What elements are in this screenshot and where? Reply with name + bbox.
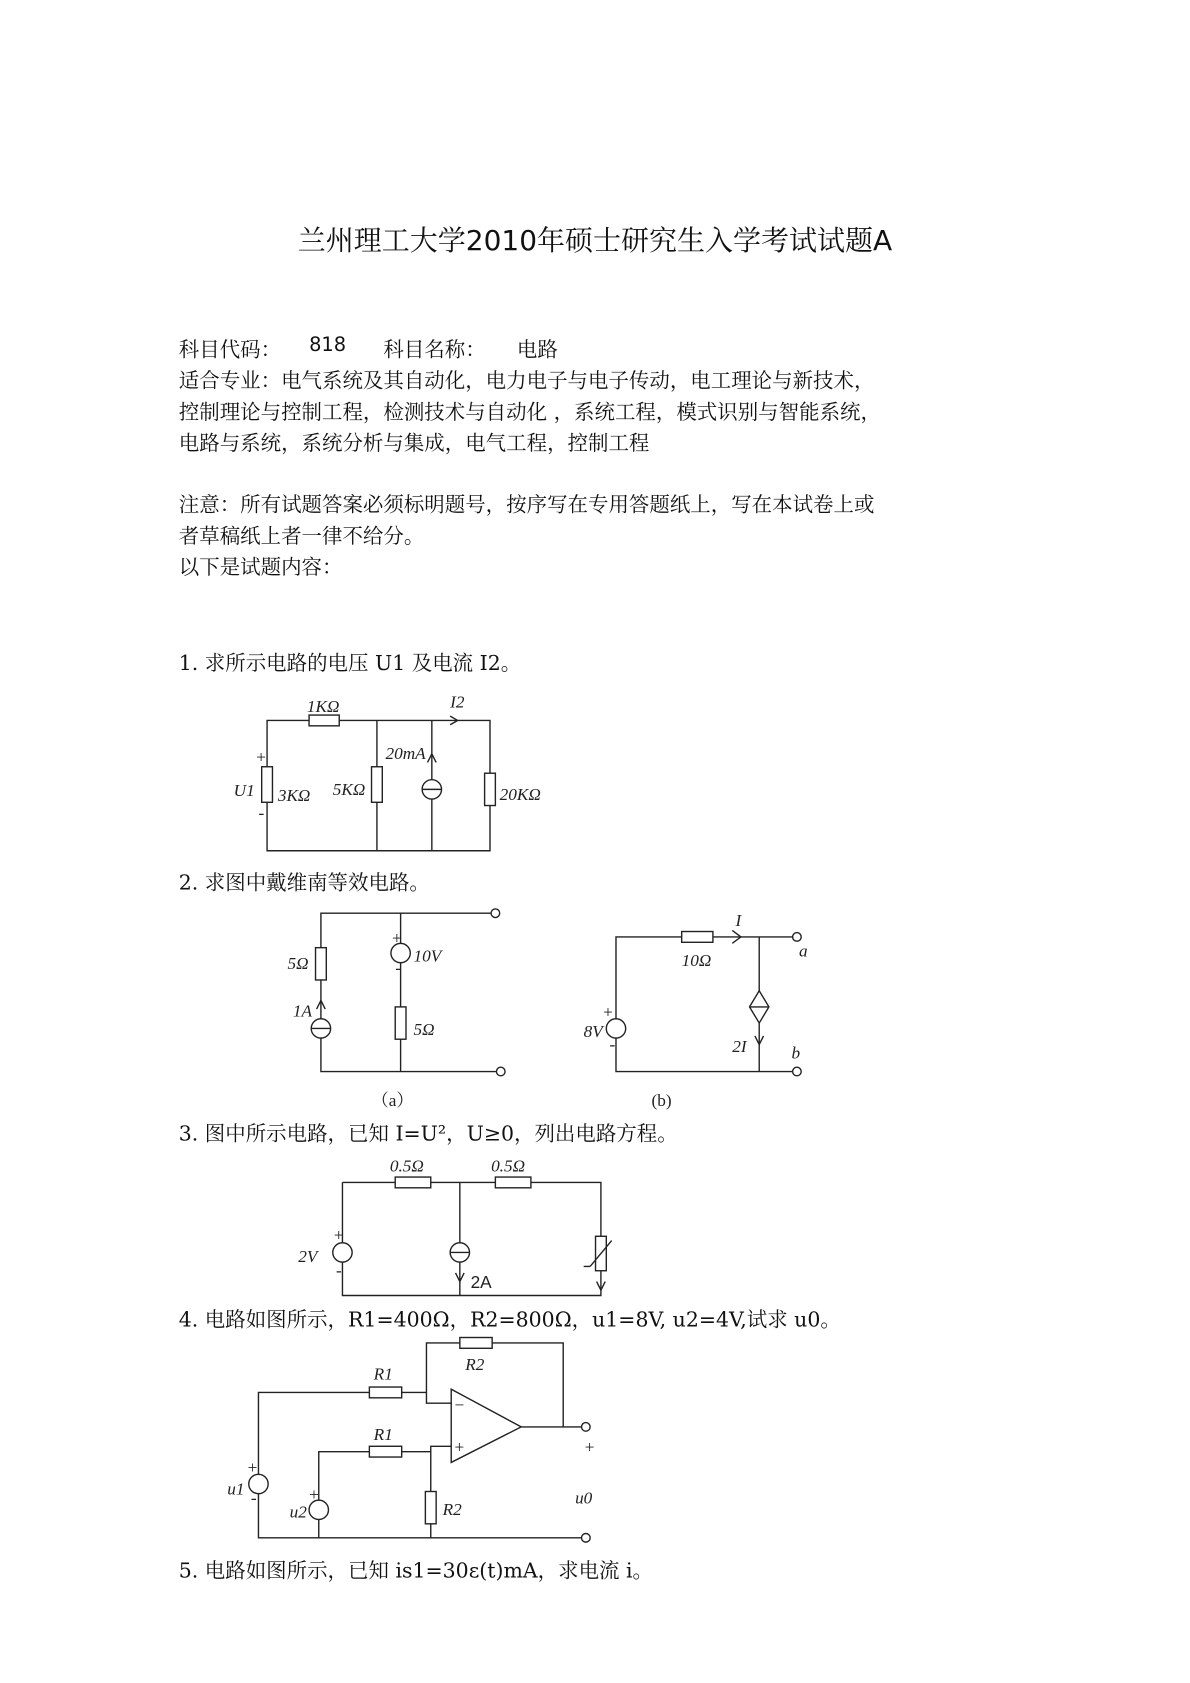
circuit-2b [584,911,808,1110]
circuit-label: + [454,1437,465,1457]
circuit-label: 20mA [385,744,426,764]
notice-line: 以下是试题内容： [178,555,343,580]
circuit-3 [298,1157,611,1296]
circuit-label: + [584,1437,595,1457]
circuit-4 [227,1338,594,1543]
circuit-label: R2 [442,1500,462,1520]
question-4: 4. 电路如图所示，R1=400Ω，R2=800Ω，u1=8V, u2=4V,试求 u0。 [178,1308,841,1333]
majors-line: 电路与系统，系统分析与集成，电气工程，控制工程 [178,431,650,456]
subject-code: 818 [309,333,347,357]
circuit-label: - [250,1488,257,1508]
circuit-label: 5KΩ [332,779,366,799]
notice-line: 注意：所有试题答案必须标明题号，按序写在专用答题纸上，写在本试卷上或 [178,493,875,517]
circuit-label: I2 [450,692,465,712]
subject-name-label: 科目名称： [383,338,486,362]
circuit-label: + [603,1002,613,1022]
question-5: 5. 电路如图所示，已知 is1=30ε(t)mA，求电流 i。 [178,1559,654,1584]
circuit-1 [234,693,541,851]
circuit-label: （a） [371,1090,414,1110]
question-1: 1. 求所示电路的电压 U1 及电流 I2。 [178,651,522,676]
circuit-label: I [735,911,742,931]
circuit-label: 1KΩ [306,696,340,716]
resistor-1k [309,715,339,726]
circuit-label: R1 [373,1364,393,1384]
majors-line: 控制理论与控制工程，检测技术与自动化 ，系统工程，模式识别与智能系统， [178,400,881,425]
page-title: 兰州理工大学2010年硕士研究生入学考试试题A [297,225,893,258]
circuit-label: 0.5Ω [491,1156,526,1176]
circuit-label: 2V [298,1247,318,1267]
circuit-label: 2I [732,1037,747,1057]
circuit-label: 1A [292,1001,313,1021]
circuit-label: 0.5Ω [389,1156,424,1176]
subject-code-label: 科目代码： [178,338,282,362]
circuit-label: - [258,803,265,823]
circuit-label: - [335,1261,342,1281]
circuit-label: u2 [289,1502,307,1522]
circuit-label: u1 [227,1479,245,1499]
circuit-label: a [799,941,808,961]
circuit-label: 8V [583,1022,603,1042]
question-2: 2. 求图中戴维南等效电路。 [178,871,430,895]
terminal [491,909,500,918]
notice-line: 者草稿纸上者一律不给分。 [178,524,425,549]
question-3: 3. 图中所示电路，已知 I=U²，U≥0，列出电路方程。 [178,1122,678,1146]
circuit-label: 10Ω [681,950,712,970]
resistor-20k [485,773,496,805]
circuit-label: − [454,1395,465,1415]
circuit-label: b [791,1043,801,1063]
circuit-label: 20KΩ [499,785,541,805]
resistor-3k [262,767,273,803]
circuit-label: R2 [465,1354,485,1374]
circuit-label: + [391,928,402,948]
circuit-label: 10V [413,946,442,966]
circuit-label: + [256,747,267,767]
circuit-label: u0 [575,1488,593,1508]
circuit-label: (b) [651,1090,672,1110]
circuit-label: - [395,958,401,978]
circuit-label: 3KΩ [277,786,311,806]
majors-line: 适合专业：电气系统及其自动化，电力电子与电子传动，电工理论与新技术， [178,369,875,394]
circuit-label: U1 [233,780,255,800]
terminal [496,1067,505,1076]
circuit-label: 2A [470,1271,492,1292]
subject-name: 电路 [516,338,558,362]
circuit-label: R1 [373,1424,393,1444]
circuit-label: + [309,1485,319,1505]
circuit-label: + [333,1225,344,1245]
circuit-label: 5Ω [287,954,309,974]
circuit-label: 5Ω [413,1019,435,1039]
circuit-2a [288,909,506,1110]
resistor-5k [372,767,383,803]
circuit-label: - [609,1034,616,1054]
circuit-label: + [247,1458,258,1478]
